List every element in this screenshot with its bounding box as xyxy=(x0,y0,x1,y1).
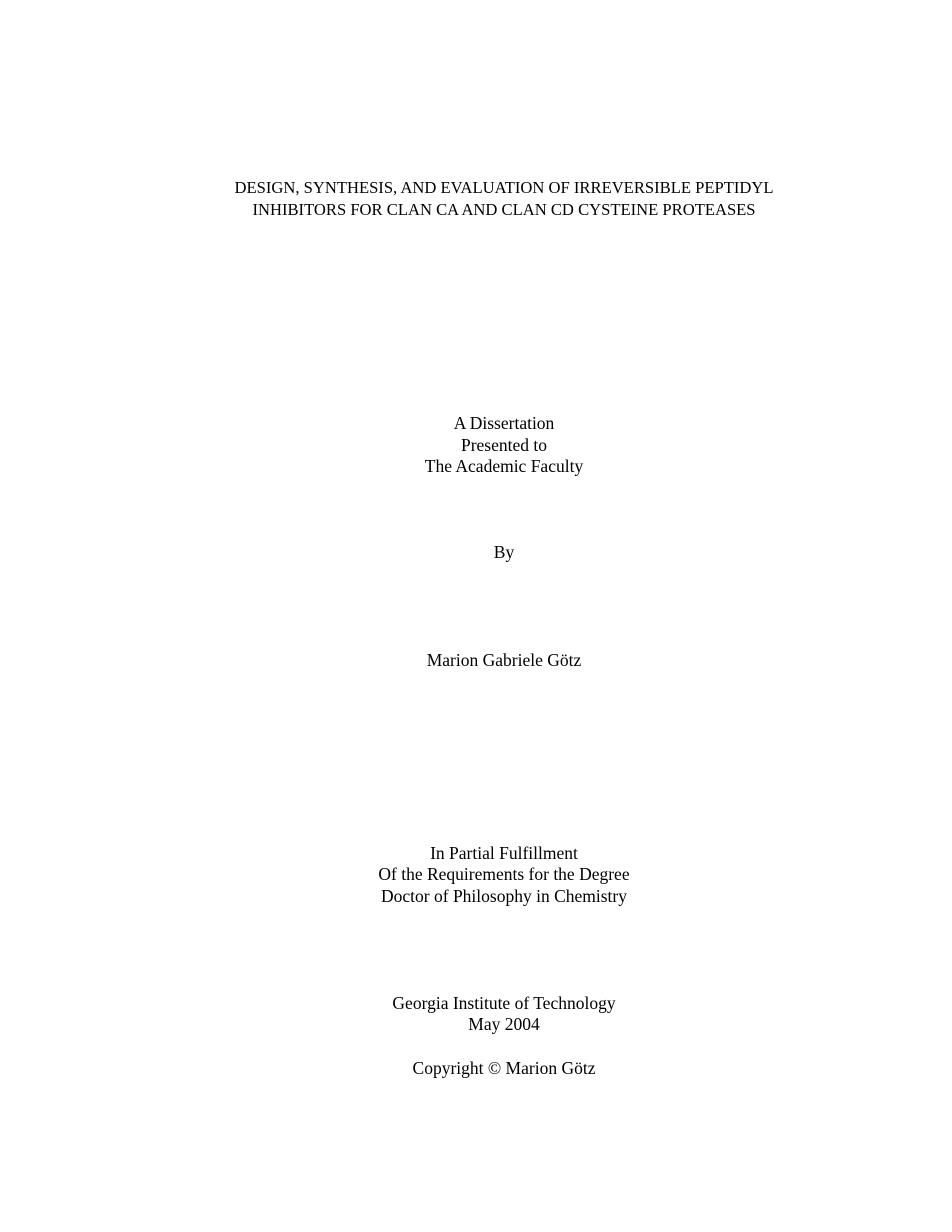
author-name: Marion Gabriele Götz xyxy=(426,650,582,670)
submission-date: May 2004 xyxy=(468,1014,540,1034)
by-label: By xyxy=(493,542,515,562)
presentation-line-1: A Dissertation xyxy=(453,413,555,433)
fulfillment-line-1: In Partial Fulfillment xyxy=(430,843,578,863)
presentation-line-2: Presented to xyxy=(460,435,548,455)
title-line-2: INHIBITORS FOR CLAN CA AND CLAN CD CYSTEINE PROTEASES xyxy=(252,200,756,219)
institution-name: Georgia Institute of Technology xyxy=(392,993,616,1013)
fulfillment-line-2: Of the Requirements for the Degree xyxy=(378,864,630,884)
presentation-line-3: The Academic Faculty xyxy=(424,456,584,476)
fulfillment-line-3: Doctor of Philosophy in Chemistry xyxy=(381,886,627,906)
copyright-notice: Copyright © Marion Götz xyxy=(412,1058,596,1078)
title-line-1: DESIGN, SYNTHESIS, AND EVALUATION OF IRREVERSIBLE PEPTIDYL xyxy=(234,178,774,197)
